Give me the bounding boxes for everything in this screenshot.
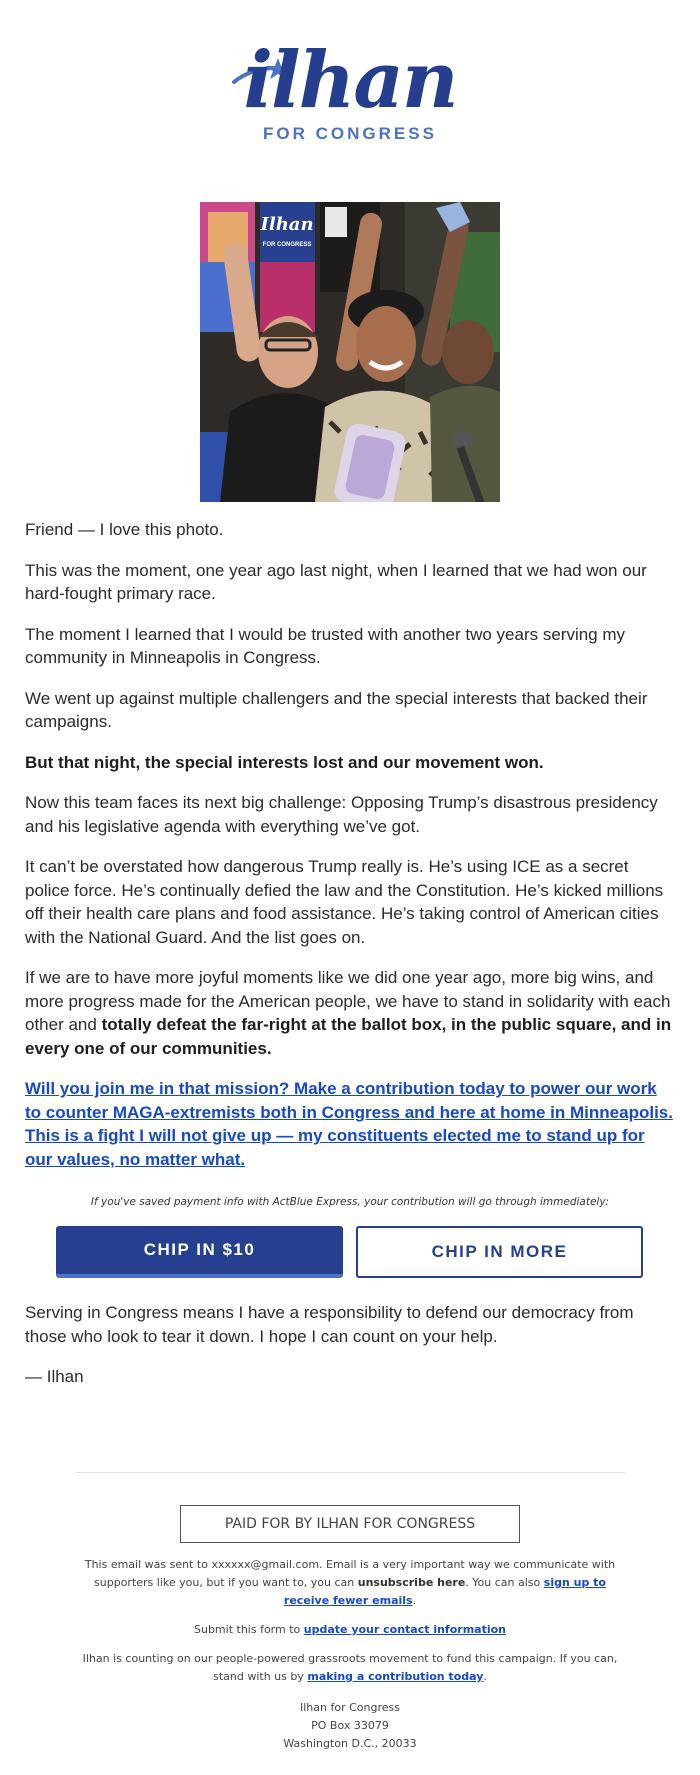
paid-for-box: PAID FOR BY ILHAN FOR CONGRESS: [180, 1505, 520, 1543]
contribution-call-link[interactable]: Will you join me in that mission? Make a contribution today to power our work to counter MAGA-extremists both in Congress and here at home in Minneapolis. This is a fight I will not give up — my constituents elected me to stand up for our values, no matter what.: [25, 1079, 673, 1169]
email-body: [25, 518, 675, 1188]
address-po-box: PO Box 33079: [311, 1719, 389, 1732]
bold-statement: totally defeat the far-right at the ballot box, in the public square, and in every one of our communities.: [25, 1015, 672, 1058]
unsubscribe-link[interactable]: unsubscribe here: [357, 1576, 466, 1589]
body-paragraph: Friend — I love this photo.: [25, 520, 224, 539]
closing-paragraph: Serving in Congress means I have a responsibility to defend our democracy from those who look to tear it down. I hope I can count on your help.: [25, 1303, 634, 1346]
body-paragraph-mixed: [25, 966, 675, 1060]
recipient-email: xxxxxx@gmail.com: [211, 1558, 320, 1571]
footer-text: Ilhan is counting on our people-powered grassroots movement to fund this campaign. If you can, stand with us by: [82, 1652, 618, 1683]
address-org: Ilhan for Congress: [300, 1701, 400, 1714]
address-city: Washington D.C., 20033: [283, 1737, 417, 1750]
body-paragraph-bold: [25, 751, 675, 775]
update-contact-link[interactable]: update your contact information: [303, 1623, 506, 1636]
footer-text: . Email is a very important way we communicate with supporters like you, but if you want to, you can: [94, 1558, 616, 1589]
paragraph-text: If we are to have more joyful moments like we did one year ago, more big wins, and more progress made for the American people, we have to stand in solidarity with each other and: [25, 968, 671, 1034]
footer-text: .: [483, 1670, 487, 1683]
footer-text: Submit this form to: [193, 1623, 304, 1636]
closing-section: [25, 1301, 675, 1406]
mailing-address: [70, 1699, 630, 1753]
body-paragraph: This was the moment, one year ago last night, when I learned that we had won our hard-fought primary race.: [25, 560, 647, 603]
campaign-logo: [0, 35, 700, 152]
photo-sign-text: Ilhan: [260, 214, 314, 235]
photo-illustration: [200, 202, 500, 502]
bold-statement: But that night, the special interests lost and our movement won.: [25, 752, 544, 772]
photo-sign-subtext: FOR CONGRESS: [262, 242, 312, 248]
chip-in-10-button[interactable]: CHIP IN $10: [56, 1226, 343, 1278]
footer-text: . You can also: [465, 1576, 544, 1589]
body-paragraph: It can’t be overstated how dangerous Trump really is. He’s using ICE as a secret police force. He’s continually defied the law and the Constitution. He’s kicked millions off their health care plans and food assistance. He’s taking control of American cities with the National Guard. And the list goes on.: [25, 857, 664, 947]
footer-text: .: [412, 1594, 417, 1607]
footer-divider: [75, 1472, 625, 1473]
body-paragraph: Now this team faces its next big challenge: Opposing Trump’s disastrous presidency and his legislative agenda with everything we’ve got.: [25, 793, 658, 836]
chip-in-more-button[interactable]: CHIP IN MORE: [356, 1226, 643, 1278]
body-paragraph: The moment I learned that I would be trusted with another two years serving my community in Minneapolis in Congress.: [25, 624, 626, 667]
footer-text: This email was sent to: [84, 1558, 212, 1571]
grassroots-notice: [70, 1650, 630, 1686]
logo-wordmark: ilhan: [243, 35, 457, 126]
contact-form-notice: [70, 1621, 630, 1639]
fewer-emails-link[interactable]: sign up to receive fewer emails: [283, 1576, 606, 1607]
signoff: — Ilhan: [25, 1367, 84, 1386]
body-paragraph-link: [25, 1077, 675, 1171]
make-contribution-link[interactable]: making a contribution today: [307, 1670, 484, 1683]
email-sent-notice: [70, 1556, 630, 1610]
actblue-note: If you've saved payment info with ActBlue Express, your contribution will go through immediately:: [90, 1196, 610, 1208]
celebration-photo: [200, 202, 500, 502]
body-paragraph: We went up against multiple challengers and the special interests that backed their campaigns.: [25, 688, 648, 731]
logo-tagline: FOR CONGRESS: [263, 124, 437, 143]
